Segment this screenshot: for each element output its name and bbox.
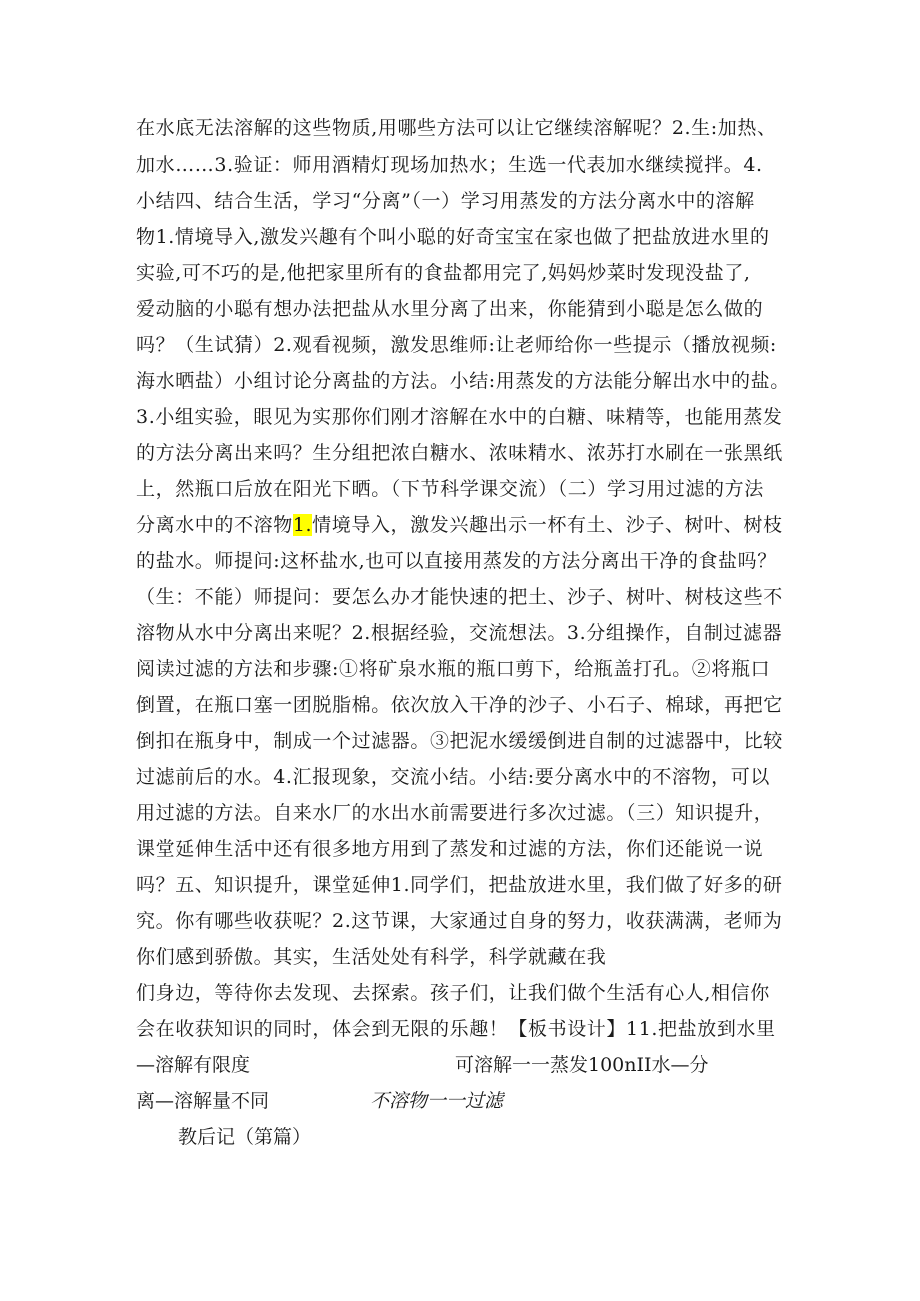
board-design-row2-left: 离—溶解量不同 <box>136 1090 270 1112</box>
text-line: 的盐水。师提问:这杯盐水,也可以直接用蒸发的方法分离出干净的食盐吗？ <box>136 550 777 572</box>
text-line: 们身边，等待你去发现、去探索。孩子们，让我们做个生活有心人,相信你 <box>136 982 770 1004</box>
board-design-row2-right: 不溶物一一过滤 <box>370 1090 504 1112</box>
text-line: 你们感到骄傲。其实，生活处处有科学，科学就藏在我 <box>136 946 607 968</box>
text-line: 课堂延伸生活中还有很多地方用到了蒸发和过滤的方法，你们还能说一说 <box>136 838 764 860</box>
highlighted-text: 1. <box>292 514 313 536</box>
text-line: 海水晒盐）小组讨论分离盐的方法。小结:用蒸发的方法能分解出水中的盐。 <box>136 370 790 392</box>
board-design-row1-right: 可溶解一一蒸发100nII水—分 <box>455 1054 709 1076</box>
board-design-row1-left: —溶解有限度 <box>136 1054 251 1076</box>
text-line: 3.小组实验，眼见为实那你们刚才溶解在水中的白糖、味精等，也能用蒸发 <box>136 406 783 428</box>
text-line: 在水底无法溶解的这些物质,用哪些方法可以让它继续溶解呢？2.生:加热、 <box>136 117 777 139</box>
footer-note: 教后记（第篇） <box>178 1126 312 1148</box>
text-line: 的方法分离出来吗？生分组把浓白糖水、浓味精水、浓苏打水刷在一张黑纸 <box>136 442 783 464</box>
text-line: 吗？五、知识提升，课堂延伸1.同学们，把盐放进水里，我们做了好多的研 <box>136 874 783 896</box>
text-line: 吗？（生试猜）2.观看视频，激发思维师:让老师给你一些提示（播放视频: <box>136 334 777 356</box>
text-line-with-highlight <box>136 513 783 537</box>
text-line: 实验,可不巧的是,他把家里所有的食盐都用完了,妈妈炒菜时发现没盐了, <box>136 262 751 284</box>
text-line: 溶物从水中分离出来呢？2.根据经验，交流想法。3.分组操作，自制过滤器 <box>136 622 783 644</box>
text-segment: 情境导入，激发兴趣出示一杯有土、沙子、树叶、树枝 <box>312 514 783 536</box>
text-line: 小结四、结合生活，学习“分离”（一）学习用蒸发的方法分离水中的溶解 <box>136 190 755 212</box>
text-line: 上，然瓶口后放在阳光下晒。（下节科学课交流）（二）学习用过滤的方法 <box>136 478 764 500</box>
text-line: 物1.情境导入,激发兴趣有个叫小聪的好奇宝宝在家也做了把盐放进水里的 <box>136 226 770 248</box>
text-line: 倒扣在瓶身中，制成一个过滤器。③把泥水缓缓倒进自制的过滤器中，比较 <box>136 730 783 752</box>
text-line: 会在收获知识的同时，体会到无限的乐趣！【板书设计】11.把盐放到水里 <box>136 1018 776 1040</box>
text-line: 究。你有哪些收获呢？2.这节课，大家通过自身的努力，收获满满，老师为 <box>136 910 783 932</box>
text-line: （生：不能）师提问：要怎么办才能快速的把土、沙子、树叶、树枝这些不 <box>136 586 783 608</box>
text-line: 过滤前后的水。4.汇报现象，交流小结。小结:要分离水中的不溶物，可以 <box>136 766 770 788</box>
text-line: 爱动脑的小聪有想办法把盐从水里分离了出来，你能猜到小聪是怎么做的 <box>136 298 764 320</box>
text-line: 倒置，在瓶口塞一团脱脂棉。依次放入干净的沙子、小石子、棉球，再把它 <box>136 694 783 716</box>
text-line: 加水……3.验证：师用酒精灯现场加热水；生选一代表加水继续搅拌。4. <box>136 154 763 176</box>
text-segment: 分离水中的不溶物 <box>136 514 293 536</box>
text-line: 用过滤的方法。自来水厂的水出水前需要进行多次过滤。（三）知识提升， <box>136 802 774 824</box>
text-line: 阅读过滤的方法和步骤:①将矿泉水瓶的瓶口剪下，给瓶盖打孔。②将瓶口 <box>136 658 771 680</box>
